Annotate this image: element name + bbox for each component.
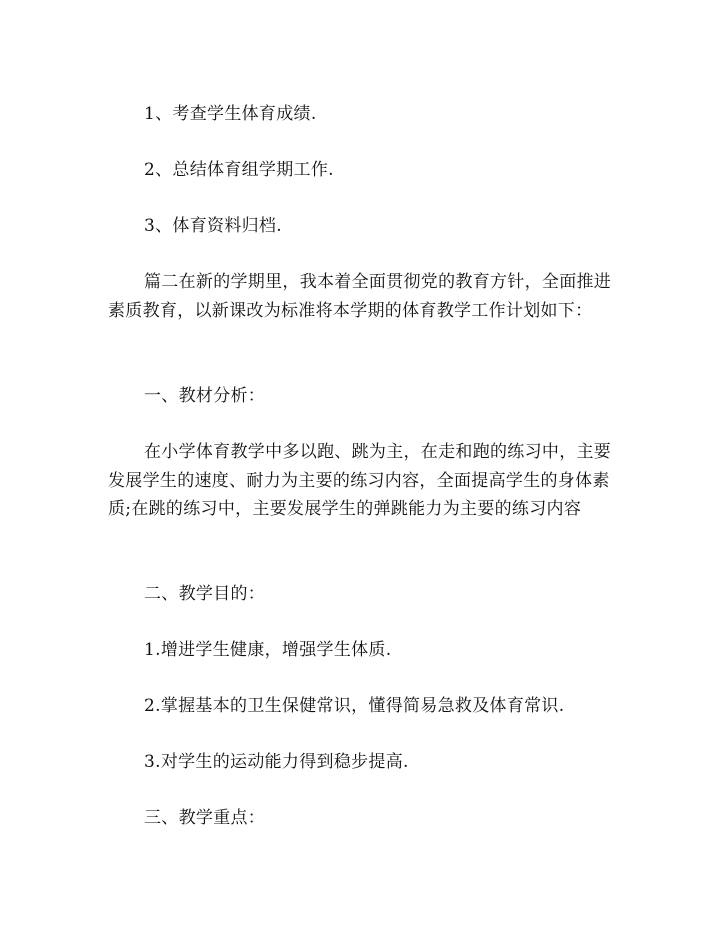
section-heading-objectives: 二、教学目的： bbox=[144, 584, 266, 604]
section-heading-key-points: 三、教学重点： bbox=[144, 808, 266, 828]
list-item-check-grades: 1、考查学生体育成绩. bbox=[144, 104, 317, 124]
section-heading-materials: 一、教材分析： bbox=[144, 386, 266, 406]
list-item-summarize-work: 2、总结体育组学期工作. bbox=[144, 160, 334, 180]
list-item-archive-materials: 3、体育资料归档. bbox=[144, 216, 282, 236]
objective-item-1: 1.增进学生健康，增强学生体质. bbox=[144, 640, 392, 660]
intro-paragraph: 篇二在新的学期里，我本着全面贯彻党的教育方针，全面推进素质教育，以新课改为标准将本学期的体育教学工作计划如下： bbox=[108, 272, 612, 321]
objective-item-3: 3.对学生的运动能力得到稳步提高. bbox=[144, 752, 409, 772]
materials-paragraph: 在小学体育教学中多以跑、跳为主，在走和跑的练习中，主要发展学生的速度、耐力为主要的练习内容，全面提高学生的身体素质;在跳的练习中，主要发展学生的弹跳能力为主要的练习内容 bbox=[108, 442, 612, 519]
objective-item-2: 2.掌握基本的卫生保健常识，懂得简易急救及体育常识. bbox=[144, 696, 565, 716]
